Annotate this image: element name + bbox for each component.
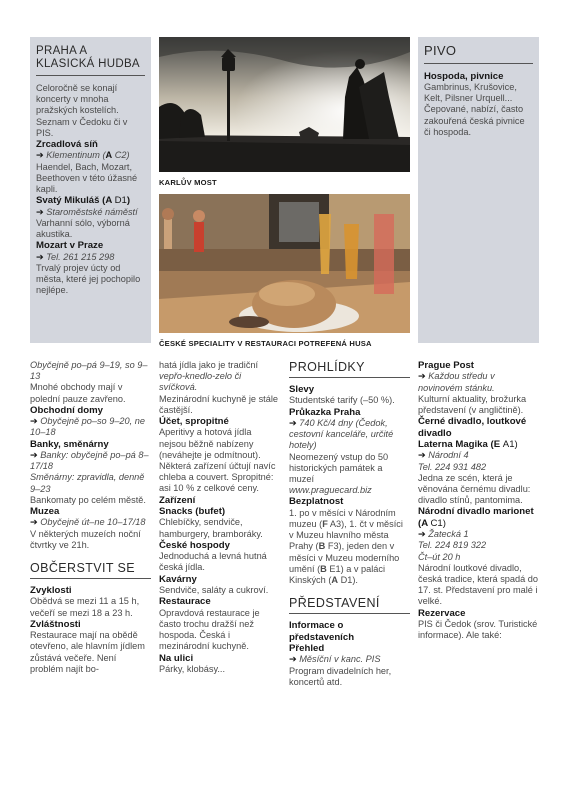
zrcadlova-sin-place: Klementinum [46, 150, 100, 161]
map-grid-number: D1 [114, 195, 127, 207]
zrcadlova-sin-heading: Zrcadlová síň [36, 139, 98, 151]
charles-bridge-photo [159, 37, 410, 172]
free-entry-text: 1. po v měsíci v Národním muzeu (F A3), 1. čt v měsíci v Muzeu hlavního města Prahy (B F3), jeden den v měsíci v Muzeu moderního umění (B E1) a v paláci Kinských (A D1). [289, 507, 403, 586]
marionette-street: Žatecká 1 [428, 529, 469, 540]
arrow-right-icon: ➔ [418, 450, 429, 461]
reservation-heading: Rezervace [418, 607, 466, 619]
arrow-right-icon: ➔ [30, 517, 41, 528]
arrow-right-icon: ➔ [30, 416, 41, 427]
marionette-phone: Tel. 224 819 322 [418, 540, 487, 551]
specifics-heading: Zvláštnosti [30, 618, 81, 630]
column-3 [289, 360, 410, 688]
dishes-text: hatá jídla jako je tradiční [159, 360, 259, 370]
museums-heading: Muzea [30, 506, 60, 518]
discounts-heading: Slevy [289, 384, 315, 395]
traditional-dish: vepřo-knedlo-zelo či svíčková. [159, 371, 242, 393]
restaurants-text: Opravdová restaurace je často trochu dražší než hospoda. Česká i mezinárodní kuchyně. [159, 607, 260, 652]
specifics-text: Restaurace mají na obědě otevřeno, ale hlavním jídlem zůstává večeře. Není problém najít bo- [30, 630, 145, 674]
svaty-mikulas-place: Staroměstské náměstí [46, 206, 138, 217]
marionette-hours: Čt–út 20 h [418, 551, 461, 562]
column-1 [30, 360, 151, 675]
cafes-heading: Kavárny [159, 573, 197, 585]
establishments-heading: Zařízení [159, 494, 196, 506]
classical-music-box: PRAHA A KLASICKÁ HUDBA Celoročně se konají koncerty v mnoha pražských kostelích. Seznam v Čedoku či v PIS. Zrcadlová síň ➔ Klementinum (A C2) Haendel, Bach, Mozart, Beethoven v této úžasné kapli. Svatý Mikuláš (A D1) ➔ Staroměstské náměstí Varhanní sólo, výborná akustika. Mozart v Praze ➔ Tel. 261 215 298 Trvalý projev úcty od města, které jej pochopilo nejlépe. [30, 37, 151, 343]
department-stores-heading: Obchodní domy [30, 404, 104, 416]
arrow-right-icon: ➔ [30, 450, 41, 461]
overview-place: Měsíční v kanc. PIS [299, 654, 381, 665]
discounts-text: Studentské tarify (–50 %). [289, 395, 395, 406]
laterna-magika-street: Národní 4 [428, 450, 469, 461]
black-theatre-heading: Černé divadlo, loutkové divadlo [418, 416, 527, 439]
banks-hours: Banky: obyčejně po–pá 8–17/18 [30, 450, 149, 472]
classical-music-intro: Celoročně se konají koncerty v mnoha pražských kostelích. Seznam v Čedoku či v PIS. [36, 83, 128, 138]
mozart-phone: Tel. 261 215 298 [46, 251, 115, 262]
prague-post-heading: Prague Post [418, 360, 474, 371]
marionette-heading: Národní divadlo marionet (A C1) [418, 506, 534, 529]
shop-hours-text: Mnohé obchody mají v polední pauze zavřeno. [30, 382, 126, 404]
arrow-right-icon: ➔ [289, 654, 300, 665]
prague-card-text: Neomezený vstup do 50 historických památek a muzeí [289, 451, 389, 485]
svaty-mikulas-desc: Varhanní sólo, výborná akustika. [36, 217, 130, 240]
refreshment-section-title: OBČERSTVIT SE [30, 561, 151, 579]
museums-text: V některých muzeích noční čtvrtky ve 21h. [30, 528, 141, 550]
mozart-heading: Mozart v Praze [36, 240, 104, 252]
prague-post-italic: Každou středu v novinovém stánku. [418, 371, 495, 393]
czech-pubs-text: Jednoduchá a levná hutná česká jídla. [159, 551, 267, 573]
bill-text: Aperitivy a hotová jídla nejsou běžně nabízeny (neváhejte je odmítnout). Některá zařízení účtují navíc chleba a couvert. Spropitné: asi 10 % z celkové ceny. [159, 427, 276, 494]
zrcadlova-sin-desc: Haendel, Bach, Mozart, Beethoven v této úžasné kapli. [36, 161, 138, 195]
pub-text: Gambrinus, Krušovice, Kelt, Pilsner Urquell... Čepované, nabízí, často zakouřená česká pivnice či hospoda. [424, 81, 525, 137]
pub-heading: Hospoda, pivnice [424, 70, 504, 82]
marionette-text: Národní loutkové divadlo, česká tradice, která spadá do 17. st. Představení pro malé i velké. [418, 562, 539, 607]
prague-card-heading: Průkazka Praha [289, 406, 361, 418]
restaurant-caption: ČESKÉ SPECIALITY V RESTAURACI POTREFENÁ HUSA [159, 339, 372, 348]
restaurants-heading: Restaurace [159, 596, 211, 608]
arrow-right-icon: ➔ [36, 251, 47, 262]
prague-card-price: 740 Kč/4 dny (Čedok, cestovní kanceláře, určité hotely) [289, 418, 394, 451]
mozart-desc: Trvalý projev úcty od města, které jej pochopilo nejlépe. [36, 262, 141, 296]
map-grid-letter: A [105, 195, 112, 207]
laterna-magika-heading: Laterna Magika (E A1) [418, 439, 518, 451]
customs-heading: Zvyklosti [30, 585, 72, 597]
shop-hours: Obyčejně po–pá 9–19, so 9–13 [30, 360, 148, 382]
svaty-mikulas-heading: Svatý Mikuláš [36, 195, 100, 207]
cafes-text: Sendviče, saláty a cukroví. [159, 585, 269, 596]
street-food-text: Párky, klobásy... [159, 663, 226, 674]
arrow-right-icon: ➔ [36, 206, 47, 217]
arrow-right-icon: ➔ [418, 371, 429, 382]
street-food-heading: Na ulici [159, 652, 194, 664]
museums-hours: Obyčejně út–ne 10–17/18 [40, 517, 146, 528]
snacks-text: Chlebíčky, sendviče, hamburgery, bramboráky. [159, 517, 263, 539]
tours-section-title: PROHLÍDKY [289, 360, 410, 378]
arrow-right-icon: ➔ [418, 529, 429, 540]
reservation-text: PIS či Čedok (srov. Turistické informace). Ale také: [418, 619, 538, 641]
snacks-heading: Snacks (bufet) [159, 506, 226, 518]
arrow-right-icon: ➔ [36, 150, 47, 161]
restaurant-photo [159, 194, 410, 333]
column-2 [159, 360, 280, 675]
department-stores-hours: Obyčejně po–so 9–20, ne 10–18 [30, 416, 145, 438]
prague-post-text: Kulturní aktuality, brožurka představení (v angličtině). [418, 393, 527, 416]
column-4 [418, 360, 539, 642]
classical-music-title: PRAHA A KLASICKÁ HUDBA [36, 45, 145, 76]
shows-section-title: PŘEDSTAVENÍ [289, 596, 410, 614]
beer-title: PIVO [424, 45, 533, 64]
customs-text: Obědvá se mezi 11 a 15 h, večeří se mezi 18 a 23 h. [30, 596, 140, 618]
map-grid-letter: A [105, 150, 113, 161]
atm-text: Bankomaty po celém městě. [30, 494, 146, 505]
arrow-right-icon: ➔ [289, 418, 300, 429]
overview-text: Program divadelních her, koncertů atd. [289, 665, 392, 687]
beer-box [418, 37, 539, 343]
free-entry-heading: Bezplatnost [289, 496, 344, 508]
exchange-hours: Směnárny: zpravidla, denně 9–23 [30, 472, 145, 494]
bill-heading: Účet, spropitné [159, 416, 229, 428]
czech-pubs-heading: České hospody [159, 539, 230, 551]
map-grid-number: C2 [114, 150, 127, 161]
overview-heading: Přehled [289, 643, 325, 655]
banks-heading: Banky, směnárny [30, 438, 109, 450]
international-text: Mezinárodní kuchyně je stále častější. [159, 393, 278, 415]
laterna-magika-text: Jedna ze scén, která je věnována černému divadlu: divadlo stínů, pantomima. [418, 472, 531, 506]
prague-card-url[interactable]: www.praguecard.biz [289, 485, 372, 496]
show-info-heading: Informace o představeních [289, 620, 355, 643]
charles-bridge-caption: KARLŮV MOST [159, 178, 217, 187]
laterna-magika-phone: Tel. 224 931 482 [418, 461, 487, 472]
